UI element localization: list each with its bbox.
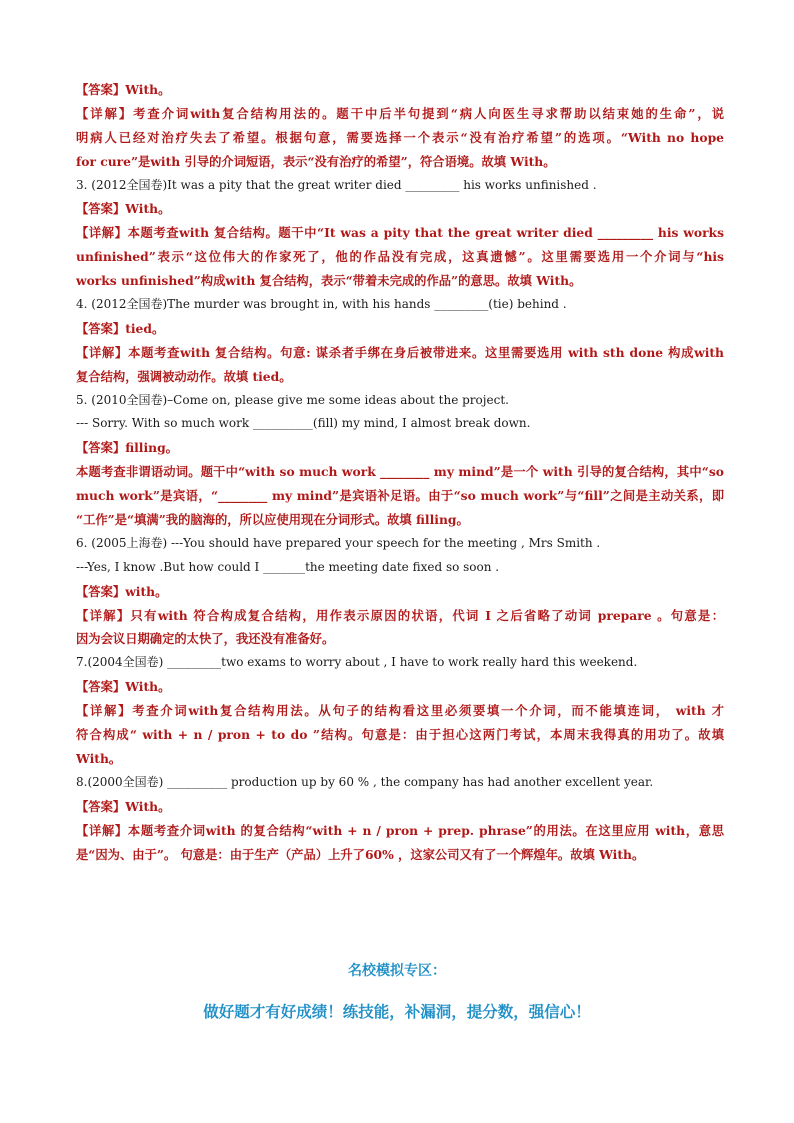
answer-line: much work”是宾语，“________ my mind”是宾语补足语。由于“so much work”与“fill”之间是主动关系，即 <box>76 488 724 504</box>
answer-line: 是“因为、由于”。 句意是：由于生产（产品）上升了60% ，这家公司又有了一个辉煌年。故填 With。 <box>76 846 645 862</box>
answer-line: “工作”是“填满”我的脑海的，所以应使用现在分词形式。故填 filling。 <box>76 512 469 528</box>
answer-line: 【答案】With。 <box>76 82 171 97</box>
answer-line: 【答案】with。 <box>76 583 168 599</box>
answer-line: 【答案】With。 <box>76 679 171 695</box>
question-line: 5. (2010全国卷)–Come on, please give me some ideas about the project. <box>76 392 509 407</box>
answer-line: 【答案】filling。 <box>76 440 178 456</box>
question-line: 6. (2005上海卷) ---You should have prepared your speech for the meeting , Mrs Smith . <box>76 535 601 550</box>
section-title: 名校模拟专区： <box>348 963 446 979</box>
answer-line: With。 <box>76 750 122 766</box>
answer-line: 【答案】With。 <box>76 798 171 814</box>
answer-line: 【详解】只有with 符合构成复合结构，用作表示原因的状语，代词 I 之后省略了动词 prepare 。句意是： <box>76 607 724 623</box>
question-line: 4. (2012全国卷)The murder was brought in, with his hands _________(tie) behind . <box>76 297 567 312</box>
answer-line: 【详解】本题考查with 复合结构。句意: 谋杀者手绑在身后被带进来。这里需要选用 with sth done 构成with <box>76 344 724 360</box>
answer-line: 复合结构，强调被动动作。故填 tied。 <box>76 368 292 384</box>
question-line: ---Yes, I know .But how could I _______the meeting date fixed so soon . <box>76 559 500 574</box>
question-line: --- Sorry. With so much work __________(fill) my mind, I almost break down. <box>76 416 531 431</box>
answer-line: 【详解】本题考查with 复合结构。题干中“It was a pity that the great writer died _________ his works <box>76 225 724 241</box>
document-body <box>76 78 724 866</box>
answer-line: 【答案】With。 <box>76 201 171 217</box>
question-line: 7.(2004全国卷) _________two exams to worry about , I have to work really hard this weekend. <box>76 655 638 670</box>
slogan: 做好题才有好成绩！练技能，补漏洞，提分数，强信心！ <box>203 1003 591 1021</box>
answer-line: 【详解】考查介词with复合结构用法。从句子的结构看这里必须要填一个介词，而不能填连词， with 才 <box>76 703 724 719</box>
answer-line: unfinished”表示“这位伟大的作家死了，他的作品没有完成，这真遗憾”。这里需要选用一个介词与“his <box>76 249 724 265</box>
answer-line: 【答案】tied。 <box>76 320 165 336</box>
answer-line: works unfinished”构成with 复合结构，表示“带着未完成的作品”的意思。故填 With。 <box>76 273 582 289</box>
answer-line: 明病人已经对治疗失去了希望。根据句意，需要选择一个表示“没有治疗希望”的选项。“With no hope <box>76 129 724 145</box>
question-line: 8.(2000全国卷) __________ production up by 60 % , the company has had another excellent year. <box>76 774 654 789</box>
answer-line: 因为会议日期确定的太快了，我还没有准备好。 <box>76 631 335 647</box>
answer-line: 【详解】本题考查介词with 的复合结构“with + n / pron + prep. phrase”的用法。在这里应用 with，意思 <box>76 822 724 838</box>
answer-line: 本题考查非谓语动词。题干中“with so much work ________ my mind”是一个 with 引导的复合结构，其中“so <box>76 464 724 480</box>
question-line: 3. (2012全国卷)It was a pity that the great writer died _________ his works unfinished . <box>76 177 597 192</box>
answer-line: 【详解】考查介词with复合结构用法的。题干中后半句提到“病人向医生寻求帮助以结束她的生命”，说 <box>76 105 724 121</box>
answer-line: 符合构成“ with + n / pron + to do ”结构。句意是：由于担心这两门考试，本周末我得真的用功了。故填 <box>76 727 724 743</box>
answer-line: for cure”是with 引导的介词短语，表示“没有治疗的希望”，符合语境。故填 With。 <box>76 153 556 169</box>
